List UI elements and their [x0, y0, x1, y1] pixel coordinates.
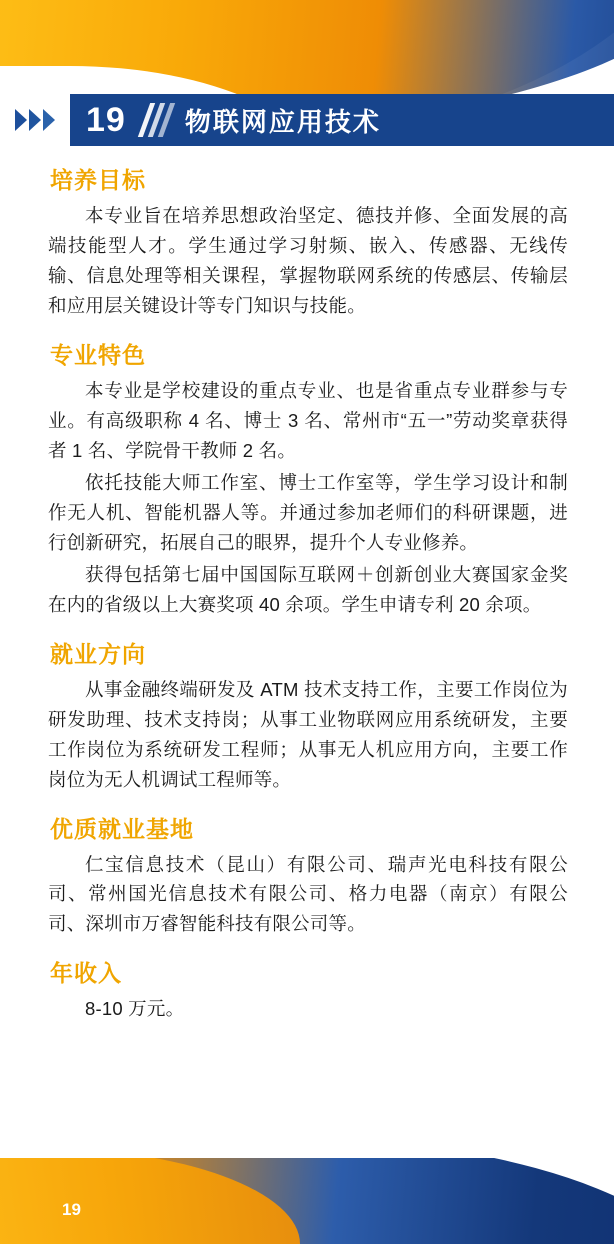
section-heading-employment-direction: 就业方向: [50, 640, 146, 667]
paragraph: 依托技能大师工作室、博士工作室等，学生学习设计和制作无人机、智能机器人等。并通过参加老师们的科研课题，进行创新研究，拓展自己的眼界，提升个人专业修养。: [48, 471, 568, 553]
section-heading-annual-income: 年收入: [50, 960, 122, 987]
paragraph: 获得包括第七届中国国际互联网＋创新创业大赛国家金奖在内的省级以上大赛奖项 40 余项。学生申请专利 20 余项。: [48, 563, 568, 615]
paragraph: 本专业是学校建设的重点专业、也是省重点专业群参与专业。有高级职称 4 名、博士 3 名、常州市“五一”劳动奖章获得者 1 名、学院骨干教师 2 名。: [48, 379, 568, 461]
chevron-group: [0, 94, 70, 146]
page-title: 物联网应用技术: [184, 106, 381, 137]
document-body: [0, 162, 614, 1026]
paragraph: 本专业旨在培养思想政治坚定、德技并修、全面发展的高端技能型人才。学生通过学习射频、嵌入、传感器、无线传输、信息处理等相关课程，掌握物联网系统的传感层、传输层和应用层关键设计等专门知识与技能。: [48, 205, 568, 316]
chapter-title-bar: [0, 94, 614, 146]
chapter-number: 19: [86, 100, 126, 139]
chevron-right-icon: [15, 109, 27, 131]
section-heading-training-goal: 培养目标: [50, 167, 146, 193]
bottom-decorative-band: [0, 1158, 614, 1244]
paragraph: 仁宝信息技术（昆山）有限公司、瑞声光电科技有限公司、常州国光信息技术有限公司、格力电器（南京）有限公司、深圳市万睿智能科技有限公司等。: [48, 853, 568, 935]
section-heading-employment-base: 优质就业基地: [50, 815, 194, 842]
title-blue-bar: [70, 94, 614, 146]
chevron-right-icon: [29, 109, 41, 131]
paragraph: 从事金融终端研发及 ATM 技术支持工作，主要工作岗位为研发助理、技术支持岗；从事工业物联网应用系统研发，主要工作岗位为系统研发工程师；从事无人机应用方向，主要工作岗位为无人机调试工程师等。: [48, 678, 568, 790]
paragraph: 8-10 万元。: [85, 998, 185, 1020]
section-heading-major-features: 专业特色: [50, 341, 146, 368]
chevron-right-icon: [43, 109, 55, 131]
page-number: 19: [62, 1200, 81, 1219]
slash-decoration: [144, 94, 169, 146]
